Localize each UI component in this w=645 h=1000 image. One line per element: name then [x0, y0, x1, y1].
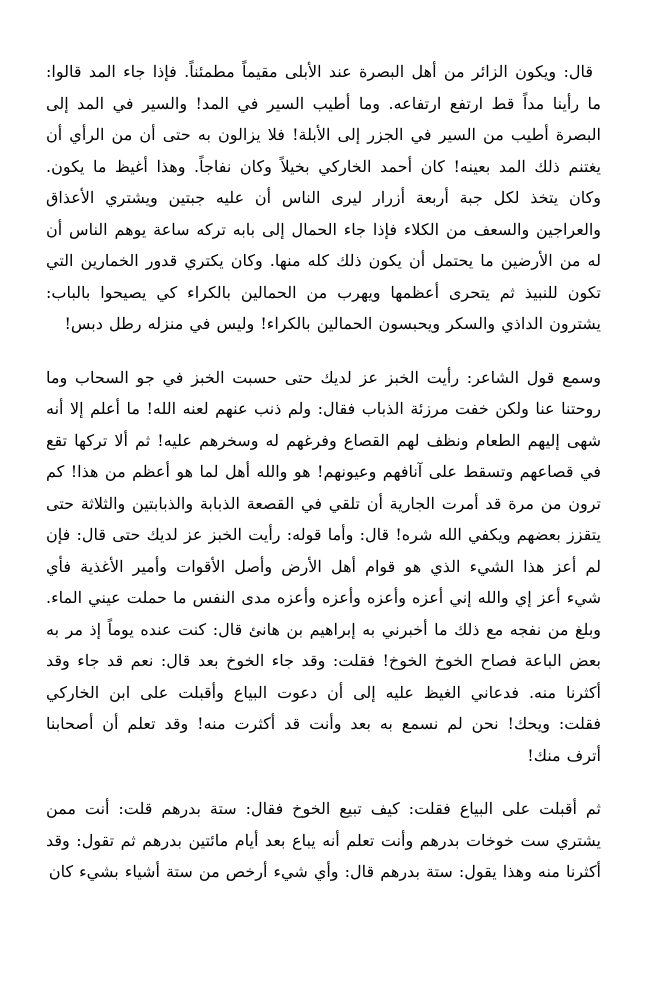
paragraph-3: ثم أقبلت على البياع فقلت: كيف تبيع الخوخ فقال: ستة بدرهم قلت: أنت ممن يشتري ست خوخات بدرهم وأنت تعلم أنه يباع بعد أيام مائتين بدرهم ثم تقول: وقد أكثرنا منه وهذا يقول: ستة بدرهم قال: وأي شيء أرخص من ستة أشياء بشيء كان	[46, 799, 601, 881]
paragraph-1: قال: ويكون الزائر من أهل البصرة عند الأبلى مقيماً مطمئناً. فإذا جاء المد قالوا: ما رأينا مداً قط ارتفع ارتفاعه. وما أطيب السير في المد! والسير في المد إلى البصرة أطيب من السير في الجزر إلى الأبلة! فلا يزالون به حتى أن من الرأي أن يغتنم ذلك المد بعينه! كان أحمد الخاركي بخيلاً وكان نفاجاً. وهذا أغيظ ما يكون. وكان يتخذ لكل جبة أربعة أزرار ليرى الناس أن عليه جبتين ويشتري الأعذاق والعراجين والسعف من الكلاء فإذا جاء الحمال إلى بابه تركه ساعة يوهم الناس أن له من الأرضين ما يحتمل أن يكون ذلك كله منها. وكان يكتري قدور الخمارين التي تكون للنبيذ ثم يتحرى أعظمها ويهرب من الحمالين بالكراء كي يصيحوا بالباب: يشترون الداذي والسكر ويحبسون الحمالين بالكراء! وليس في منزله رطل دبس!	[46, 62, 602, 333]
paragraph-2: وسمع قول الشاعر: رأيت الخبز عز لديك حتى حسبت الخبز في جو السحاب وما روحتنا عنا ولكن خفت مرزئة الذباب فقال: ولم ذنب عنهم لعنه الله! ما أعلم إلا أنه شهى إليهم الطعام ونظف لهم القصاع وفرغهم له وسخرهم عليه! ثم ألا تركها تقع في قصاعهم وتسقط على آنافهم وعيونهم! هو والله أهل لما هو أعظم من هذا! كم ترون من مرة قد أمرت الجارية أن تلقي في القصعة الذبابة والذبابتين والثلاثة حتى يتقزز بعضهم ويكفي الله شره! قال: وأما قوله: رأيت الخبز عز لديك حتى قال: فإن لم أعز هذا الشيء الذي هو قوام أهل الأرض وأصل الأقوات وأمير الأغذية فأي شيء أعز إي والله إني أعزه وأعزه وأعزه وأعزه مدى النفس ما حملت عيني الماء. وبلغ من نفجه مع ذلك ما أخبرني به إبراهيم بن هانئ قال: كنت عنده يوماً إذ مر به بعض الباعة فصاح الخوخ الخوخ! فقلت: وقد جاء الخوخ بعد قال: نعم قد جاء وقد أكثرنا منه. فدعاني الغيظ عليه إلى أن دعوت البياع وأقبلت على ابن الخاركي فقلت: ويحك! نحن لم نسمع به بعد وأنت قد أكثرت منه! وقد تعلم أن أصحابنا أترف منك!	[46, 367, 601, 765]
